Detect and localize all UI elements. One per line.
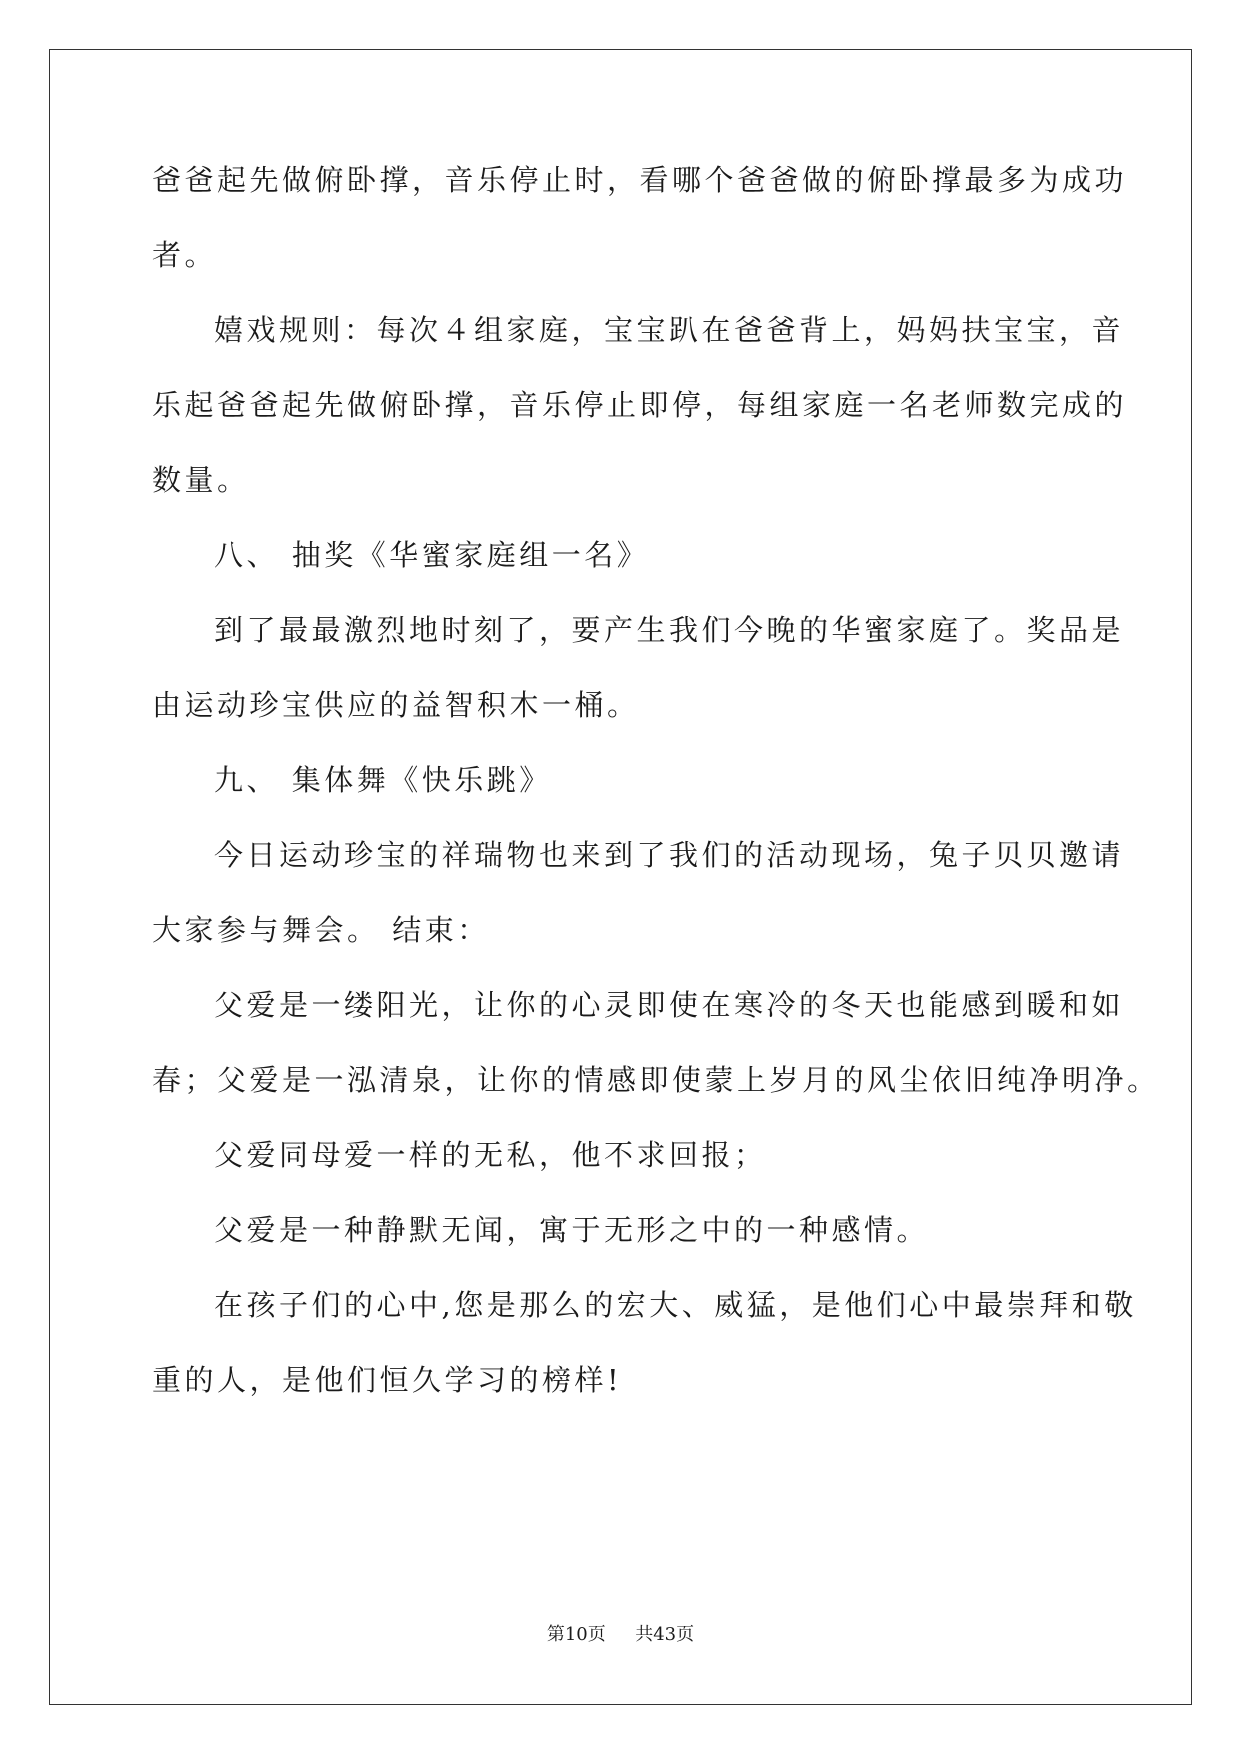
text-line: 爸爸起先做俯卧撑，音乐停止时，看哪个爸爸做的俯卧撑最多为成功 [152,163,1128,197]
text-line: 父爱是一缕阳光，让你的心灵即使在寒冷的冬天也能感到暖和如 [214,988,1125,1022]
text-line: 到了最最激烈地时刻了，要产生我们今晚的华蜜家庭了。奖品是 [214,613,1125,647]
section-heading: 九、 集体舞《快乐跳》 [214,763,552,797]
text-line: 数量。 [152,463,250,497]
text-line: 父爱是一种静默无闻，寓于无形之中的一种感情。 [214,1213,930,1247]
text-line: 大家参与舞会。 结束： [152,913,490,947]
text-line: 今日运动珍宝的祥瑞物也来到了我们的活动现场，兔子贝贝邀请 [214,838,1125,872]
text-line: 嬉戏规则：每次４组家庭，宝宝趴在爸爸背上，妈妈扶宝宝，音 [214,313,1125,347]
page-border [49,49,1192,1705]
page-total: 共43页 [635,1624,695,1645]
page-number: 第10页 [546,1624,606,1645]
text-line: 春；父爱是一泓清泉，让你的情感即使蒙上岁月的风尘依旧纯净明净。 [152,1063,1160,1097]
text-line: 乐起爸爸起先做俯卧撑，音乐停止即停，每组家庭一名老师数完成的 [152,388,1128,422]
section-heading: 八、 抽奖《华蜜家庭组一名》 [214,538,650,572]
text-line: 重的人，是他们恒久学习的榜样! [152,1363,623,1397]
text-line: 者。 [152,238,218,272]
text-line: 父爱同母爱一样的无私，他不求回报； [214,1138,767,1172]
text-line: 由运动珍宝供应的益智积木一桶。 [152,688,640,722]
text-line: 在孩子们的心中,您是那么的宏大、威猛，是他们心中最崇拜和敬 [214,1288,1137,1322]
page-footer [0,1620,1241,1646]
